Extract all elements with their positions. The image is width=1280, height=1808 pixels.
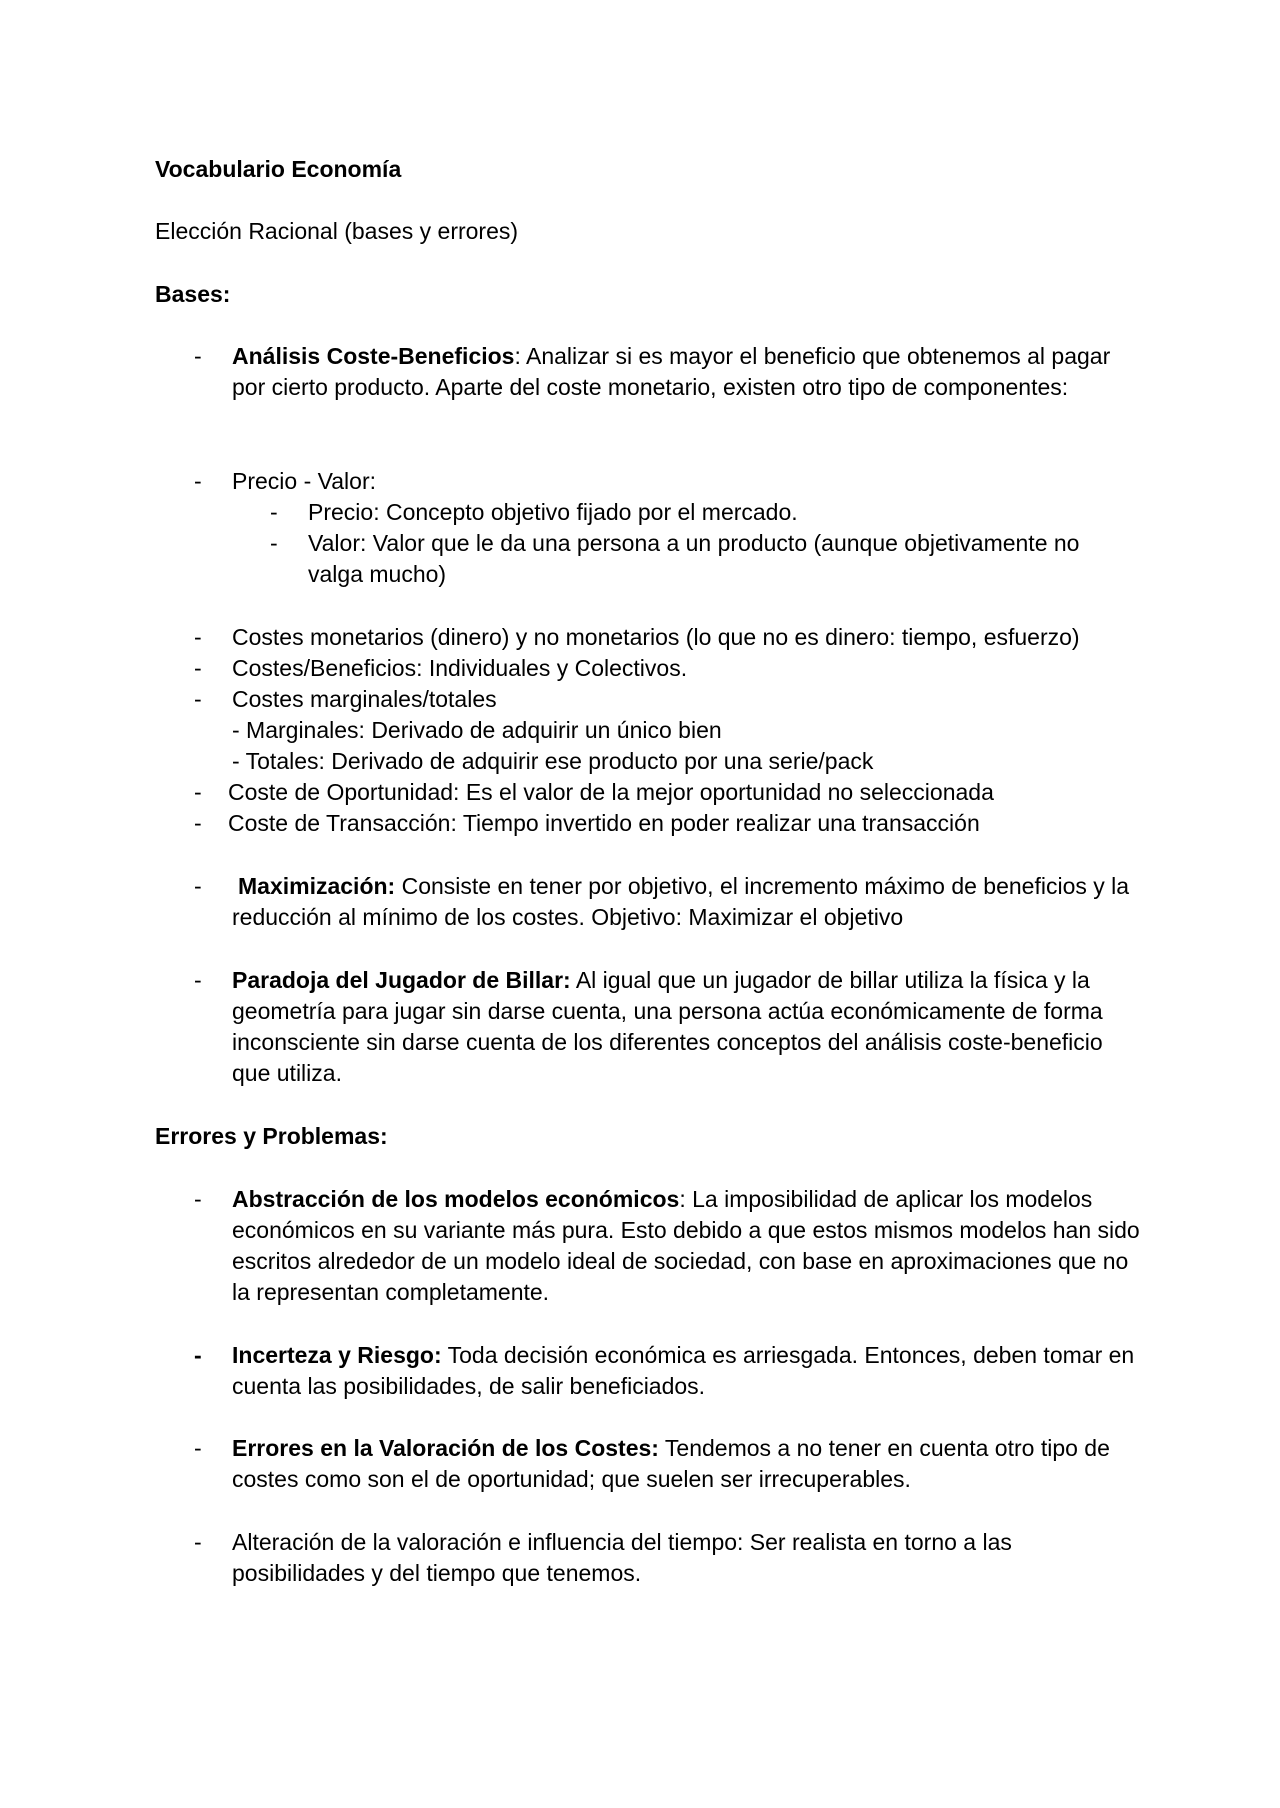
bullet-dash: - [194, 624, 202, 650]
term-abstraccion: Abstracción de los modelos económicos [232, 1186, 680, 1212]
bullet-dash: - [194, 686, 202, 712]
bullet-dash: - [194, 1186, 202, 1212]
term-incerteza: Incerteza y Riesgo: [232, 1342, 442, 1368]
bullet-dash: - [194, 343, 202, 369]
errores-heading: Errores y Problemas: [155, 1123, 388, 1149]
costes-marginales-text: Costes marginales/totales [232, 686, 497, 712]
bullet-dash: - [194, 655, 202, 681]
definition-incerteza: Toda decisión económica es arriesgada. Entonces, deben tomar en cuenta las posibilidades, de salir beneficiados. [232, 1342, 1135, 1399]
marginales-line: - Marginales: Derivado de adquirir un único bien [232, 717, 722, 743]
bullet-dash: - [270, 499, 278, 525]
bullet-dash: - [194, 810, 202, 836]
definition-maximizacion: Consiste en tener por objetivo, el incremento máximo de beneficios y la reducción al mínimo de los costes. Objetivo: Maximizar el objetivo [232, 873, 1130, 930]
bullet-dash: - [194, 468, 202, 494]
costes-beneficios-text: Costes/Beneficios: Individuales y Colectivos. [232, 655, 688, 681]
bullet-dash: - [194, 1342, 202, 1368]
bullet-dash: - [194, 1435, 202, 1461]
document-subtitle: Elección Racional (bases y errores) [155, 218, 519, 244]
alteracion-text: Alteración de la valoración e influencia del tiempo: Ser realista en torno a las posibilidades y del tiempo que tenemos. [232, 1529, 1012, 1586]
bullet-dash: - [194, 779, 202, 805]
term-valoracion: Errores en la Valoración de los Costes: [232, 1435, 659, 1461]
definition-abstraccion: : La imposibilidad de aplicar los modelos económicos en su variante más pura. Esto debido a que estos mismos modelos han sido escritos alrededor de un modelo ideal de sociedad, con base en aproximaciones que no la representan completamente. [232, 1186, 1140, 1305]
precio-valor-label: Precio - Valor: [232, 468, 377, 494]
term-maximizacion: Maximización: [238, 873, 396, 899]
totales-line: - Totales: Derivado de adquirir ese producto por una serie/pack [232, 748, 874, 774]
bullet-dash: - [194, 967, 202, 993]
oportunidad-text: Coste de Oportunidad: Es el valor de la mejor oportunidad no seleccionada [228, 779, 994, 805]
bases-heading: Bases: [155, 281, 231, 307]
term-analisis: Análisis Coste-Beneficios [232, 343, 515, 369]
definition-valoracion: Tendemos a no tener en cuenta otro tipo de costes como son el de oportunidad; que suelen ser irrecuperables. [232, 1435, 1110, 1492]
bullet-dash: - [194, 1529, 202, 1555]
transaccion-text: Coste de Transacción: Tiempo invertido en poder realizar una transacción [228, 810, 980, 836]
document-title: Vocabulario Economía [155, 156, 402, 182]
bullet-dash: - [194, 873, 202, 899]
precio-definition: Precio: Concepto objetivo fijado por el mercado. [308, 499, 798, 525]
definition-analisis: : Analizar si es mayor el beneficio que obtenemos al pagar por cierto producto. Aparte del coste monetario, existen otro tipo de componentes: [232, 343, 1111, 400]
costes-monetarios-text: Costes monetarios (dinero) y no monetarios (lo que no es dinero: tiempo, esfuerzo) [232, 624, 1080, 650]
term-paradoja: Paradoja del Jugador de Billar: [232, 967, 571, 993]
valor-definition: Valor: Valor que le da una persona a un producto (aunque objetivamente no valga mucho) [308, 530, 1080, 587]
definition-paradoja: Al igual que un jugador de billar utiliza la física y la geometría para jugar sin darse cuenta, una persona actúa económicamente de forma inconsciente sin darse cuenta de los diferentes conceptos del análisis coste-beneficio que utiliza. [232, 967, 1103, 1086]
bullet-dash: - [270, 530, 278, 556]
